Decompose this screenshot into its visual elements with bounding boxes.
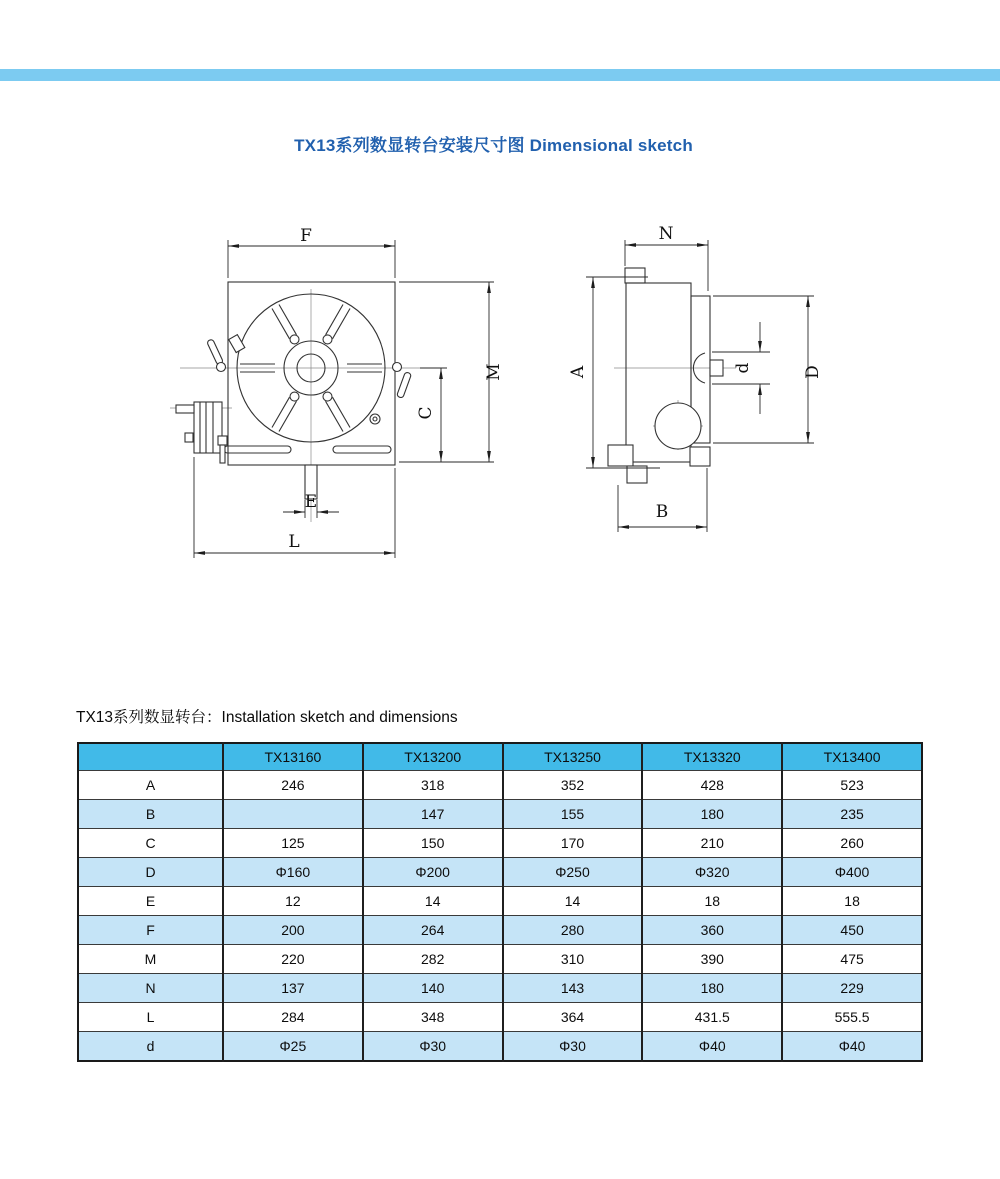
value-cell: 428	[642, 771, 782, 800]
value-cell: 140	[363, 974, 503, 1003]
value-cell: 170	[503, 829, 643, 858]
value-cell: 147	[363, 800, 503, 829]
value-cell: 137	[223, 974, 363, 1003]
value-cell: 150	[363, 829, 503, 858]
front-view-drawing	[170, 226, 504, 558]
value-cell: Φ40	[782, 1032, 922, 1062]
value-cell: 310	[503, 945, 643, 974]
page-title: TX13系列数显转台安装尺寸图 Dimensional sketch	[294, 136, 693, 156]
value-cell: 246	[223, 771, 363, 800]
value-cell: 431.5	[642, 1003, 782, 1032]
value-cell: 555.5	[782, 1003, 922, 1032]
value-cell: Φ30	[363, 1032, 503, 1062]
value-cell: 18	[782, 887, 922, 916]
row-label-cell: E	[78, 887, 223, 916]
value-cell: 260	[782, 829, 922, 858]
dim-label-a: A	[568, 365, 588, 379]
dim-label-c: C	[416, 406, 436, 420]
dim-label-m: M	[484, 363, 504, 381]
value-cell: 18	[642, 887, 782, 916]
row-label-cell: B	[78, 800, 223, 829]
spec-table-body	[78, 771, 922, 1062]
value-cell: 143	[503, 974, 643, 1003]
table-row	[78, 974, 922, 1003]
table-row	[78, 945, 922, 974]
row-label-cell: C	[78, 829, 223, 858]
dim-label-small-d: d	[733, 362, 753, 374]
value-cell: 200	[223, 916, 363, 945]
dim-label-b: B	[655, 502, 669, 522]
row-label-cell: d	[78, 1032, 223, 1062]
value-cell: 348	[363, 1003, 503, 1032]
row-label-cell: F	[78, 916, 223, 945]
value-cell: Φ40	[642, 1032, 782, 1062]
value-cell: 390	[642, 945, 782, 974]
value-cell: 523	[782, 771, 922, 800]
value-cell: 14	[503, 887, 643, 916]
table-row	[78, 800, 922, 829]
value-cell: 180	[642, 800, 782, 829]
value-cell	[223, 800, 363, 829]
dim-label-big-d: D	[803, 365, 823, 379]
row-label-cell: A	[78, 771, 223, 800]
dim-label-f: F	[300, 226, 312, 246]
value-cell: 475	[782, 945, 922, 974]
row-label-cell: M	[78, 945, 223, 974]
column-header: TX13400	[782, 743, 922, 771]
value-cell: Φ30	[503, 1032, 643, 1062]
value-cell: 210	[642, 829, 782, 858]
row-label-cell: N	[78, 974, 223, 1003]
value-cell: 155	[503, 800, 643, 829]
value-cell: 125	[223, 829, 363, 858]
column-header	[78, 743, 223, 771]
value-cell: 282	[363, 945, 503, 974]
value-cell: 220	[223, 945, 363, 974]
value-cell: 318	[363, 771, 503, 800]
value-cell: Φ160	[223, 858, 363, 887]
value-cell: 450	[782, 916, 922, 945]
value-cell: 284	[223, 1003, 363, 1032]
table-row	[78, 771, 922, 800]
value-cell: 364	[503, 1003, 643, 1032]
value-cell: Φ200	[363, 858, 503, 887]
row-label-cell: L	[78, 1003, 223, 1032]
value-cell: 12	[223, 887, 363, 916]
value-cell: 14	[363, 887, 503, 916]
value-cell: 280	[503, 916, 643, 945]
table-row	[78, 1032, 922, 1062]
value-cell: 352	[503, 771, 643, 800]
value-cell: 180	[642, 974, 782, 1003]
value-cell: 360	[642, 916, 782, 945]
column-header: TX13200	[363, 743, 503, 771]
value-cell: 264	[363, 916, 503, 945]
table-row	[78, 858, 922, 887]
column-header: TX13320	[642, 743, 782, 771]
value-cell: Φ400	[782, 858, 922, 887]
value-cell: Φ25	[223, 1032, 363, 1062]
dim-label-n: N	[658, 224, 674, 244]
value-cell: 235	[782, 800, 922, 829]
dimensional-sketch	[0, 195, 1000, 595]
table-row	[78, 1003, 922, 1032]
value-cell: Φ320	[642, 858, 782, 887]
value-cell: 229	[782, 974, 922, 1003]
spec-table	[77, 742, 923, 1062]
dim-label-l: L	[288, 532, 300, 552]
top-accent-bar	[0, 69, 1000, 81]
table-row	[78, 829, 922, 858]
column-header: TX13160	[223, 743, 363, 771]
dim-label-e: E	[304, 492, 318, 512]
table-caption: TX13系列数显转台：Installation sketch and dimensions	[76, 709, 458, 726]
column-header: TX13250	[503, 743, 643, 771]
table-row	[78, 887, 922, 916]
value-cell: Φ250	[503, 858, 643, 887]
row-label-cell: D	[78, 858, 223, 887]
side-view-drawing	[568, 224, 823, 532]
table-row	[78, 916, 922, 945]
spec-table-header-row	[78, 743, 922, 771]
